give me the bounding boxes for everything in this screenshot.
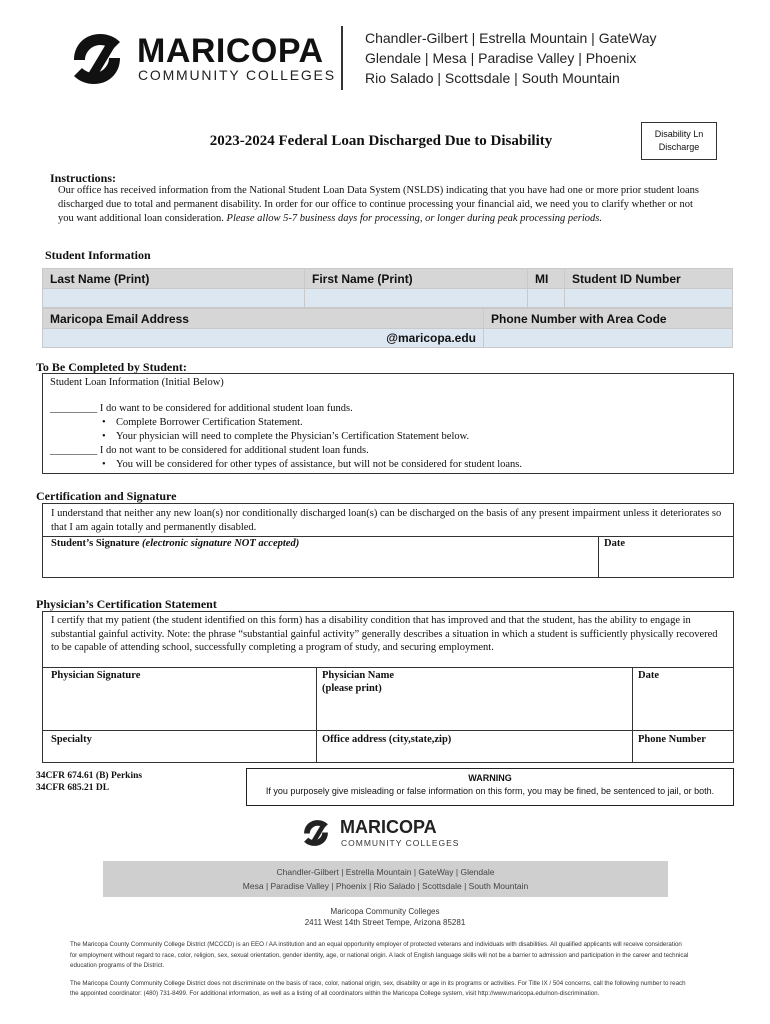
physician-signature-label: Physician Signature (51, 670, 141, 681)
physician-box (42, 611, 734, 763)
physician-heading: Physician’s Certification Statement (36, 597, 217, 611)
instructions-text: Our office has received information from the National Student Loan Data System (NSLDS) indicating that you have had one or more prior student loans discharged due to total and permanent disability. In order for our office to continue processing your financial aid, we need you to clarify whether or not you want additional loan consideration. Please allow 5-7 business days for processing, or longer during peak processing periods. (58, 185, 700, 224)
certification-heading: Certification and Signature (36, 489, 177, 503)
college-line: Chandler-Gilbert | Estrella Mountain | GateWay (365, 30, 657, 46)
phone-field[interactable] (484, 329, 733, 348)
student-section-heading: To Be Completed by Student: (36, 360, 187, 374)
first-name-label: First Name (Print) (305, 269, 528, 289)
student-signature-field[interactable] (43, 552, 598, 578)
student-signature-label: Student’s Signature (electronic signature NOT accepted) (51, 538, 300, 549)
college-line: Glendale | Mesa | Paradise Valley | Phoenix (365, 50, 637, 66)
form-code-box: Disability Ln Discharge (641, 122, 717, 160)
mi-label: MI (528, 269, 565, 289)
student-contact-table (42, 308, 733, 348)
student-date-field[interactable] (599, 552, 733, 578)
physician-signature-field[interactable] (43, 696, 316, 730)
bullet-icon: • (102, 459, 106, 470)
legal-paragraph: The Maricopa County Community College District does not discriminate on the basis of race, color, national origin, sex, disability or age in its programs or activities. For Title IX / 504 concerns, call the following number to reach the appointed coordinator: (480) 731-8499. For additional information, as well as a listing of all coordinators within the Maricopa College system, visit http://www.maricopa.edu/non-discrimination. (70, 979, 686, 997)
legal-paragraph: The Maricopa County Community College District (MCCCD) is an EEO / AA institution and an equal opportunity employer of protected veterans and individuals with disabilities. All qualified applicants will receive consideration for employment without regard to race, color, religion, sex, sexual orientation, gender identity, age, or national origin. A lack of English language skills will not be a barrier to admission and participation in the career and technical education programs of the District. (70, 941, 689, 969)
office-address-label: Office address (city,state,zip) (322, 734, 452, 745)
regulation-citation: 34CFR 674.61 (B) Perkins 34CFR 685.21 DL (36, 771, 143, 793)
logo-subtitle: COMMUNITY COLLEGES (138, 67, 336, 83)
student-name-table (42, 268, 733, 308)
certification-box (42, 503, 734, 578)
phone-label: Phone Number with Area Code (484, 309, 733, 329)
physician-text: I certify that my patient (the student identified on this form) has a disability condition that has improved and that the student, has the ability to engage in substantial gainful activity. Note: the phrase “substantial gainful activity” generally describes a situation in which a student is sufficiently physically recovered to be capable of attending school, successfully completing a program of study, and securing employment. (51, 615, 718, 653)
footer-logo-name: MARICOPA (340, 817, 437, 837)
specialty-label: Specialty (51, 734, 92, 745)
logo-name: MARICOPA (137, 32, 324, 70)
list-item: Complete Borrower Certification Statement. (116, 417, 303, 428)
email-field[interactable]: @maricopa.edu (43, 329, 484, 348)
divider (43, 536, 733, 537)
bullet-icon: • (102, 431, 106, 442)
divider (43, 667, 733, 668)
physician-date-label: Date (638, 670, 659, 681)
form-title: 2023-2024 Federal Loan Discharged Due to Disability (209, 133, 553, 149)
mi-field[interactable] (528, 289, 565, 308)
warning-text: If you purposely give misleading or false information on this form, you may be fined, be sentenced to jail, or both. (265, 786, 715, 796)
college-line: Rio Salado | Scottsdale | South Mountain (365, 70, 620, 86)
first-name-field[interactable] (305, 289, 528, 308)
warning-title: WARNING (468, 773, 512, 783)
student-id-field[interactable] (565, 289, 733, 308)
page-header (0, 0, 770, 110)
footer-logo-subtitle: COMMUNITY COLLEGES (341, 838, 460, 848)
footer-college-band: Chandler-Gilbert | Estrella Mountain | GateWay | Glendale Mesa | Paradise Valley | Phoenix | Rio Salado | Scottsdale | South Mountain (103, 861, 668, 897)
physician-date-field[interactable] (633, 696, 733, 730)
physician-name-label: Physician Name (please print) (322, 670, 395, 694)
option-no-loans[interactable]: _________ I do not want to be considered for additional student loan funds. (50, 445, 369, 456)
header-divider (341, 26, 343, 90)
college-list (365, 28, 657, 88)
student-info-heading: Student Information (45, 248, 151, 262)
physician-phone-label: Phone Number (638, 734, 706, 745)
instructions-heading: Instructions: (50, 171, 117, 185)
list-item: Your physician will need to complete the Physician’s Certification Statement below. (116, 431, 470, 442)
footer-address: Maricopa Community Colleges 2411 West 14th Street Tempe, Arizona 85281 (304, 907, 466, 927)
maricopa-logo-icon (68, 30, 126, 88)
list-item: You will be considered for other types of assistance, but will not be considered for student loans. (116, 459, 523, 470)
student-id-label: Student ID Number (565, 269, 733, 289)
maricopa-logo-small-icon (300, 818, 332, 848)
bullet-icon: • (102, 417, 106, 428)
warning-box (246, 768, 734, 806)
footer-legal (70, 940, 690, 1007)
student-date-label: Date (604, 538, 625, 549)
divider (43, 730, 733, 731)
email-label: Maricopa Email Address (43, 309, 484, 329)
physician-name-field[interactable] (317, 696, 632, 730)
last-name-field[interactable] (43, 289, 305, 308)
student-box-title: Student Loan Information (Initial Below) (50, 377, 224, 388)
certification-text: I understand that neither any new loan(s) nor conditionally discharged loan(s) can be discharged on the basis of any present impairment unless it deteriorates so that I am again totally and permanently disabled. (51, 508, 722, 533)
last-name-label: Last Name (Print) (43, 269, 305, 289)
student-loan-box (42, 373, 734, 474)
option-want-loans[interactable]: _________ I do want to be considered for additional student loan funds. (50, 403, 353, 414)
